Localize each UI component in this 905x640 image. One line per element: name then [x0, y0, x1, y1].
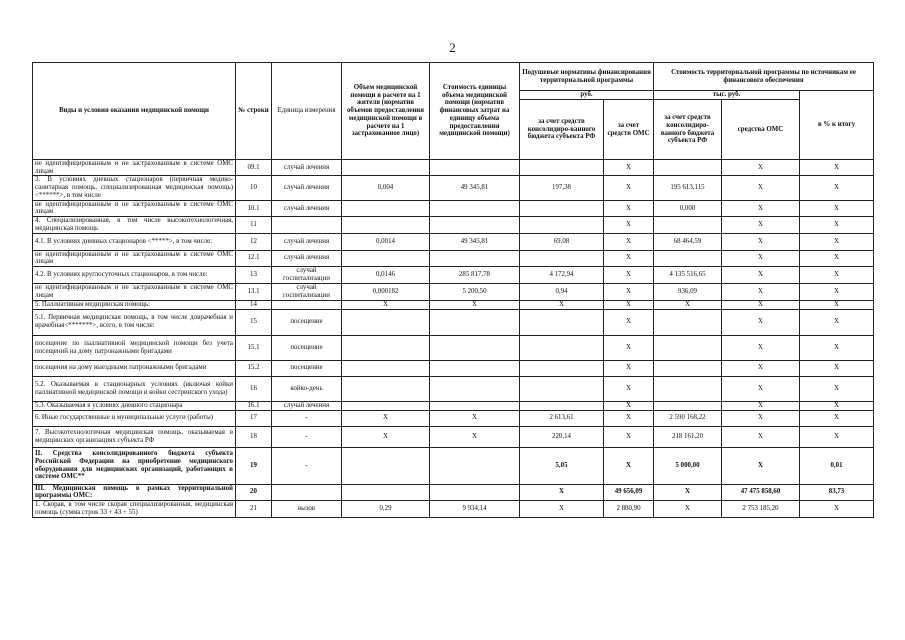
- row-total-oms: X: [722, 309, 800, 335]
- row-unit: вызов: [272, 501, 342, 518]
- row-norm-budget: 2 613,61: [520, 410, 604, 426]
- table-row: [33, 200, 874, 216]
- row-percent: X: [800, 267, 874, 284]
- row-name: III. Медицинская помощь в рамках территориальной программы ОМС:: [33, 484, 236, 500]
- table-row: [33, 447, 874, 484]
- row-percent: X: [800, 501, 874, 518]
- row-percent: X: [800, 309, 874, 335]
- row-unit: посещение: [272, 360, 342, 376]
- header-oms-rub: за счет средств ОМС: [604, 100, 654, 160]
- row-norm-oms: X: [604, 200, 654, 216]
- row-number: 15: [236, 309, 272, 335]
- row-total-budget: X: [654, 484, 722, 500]
- row-volume: [342, 160, 430, 176]
- row-cost: [430, 335, 520, 360]
- row-norm-oms: X: [604, 176, 654, 200]
- header-unit-thousand: тыс. руб.: [654, 91, 800, 100]
- row-total-budget: [654, 217, 722, 233]
- row-total-oms: 47 475 858,60: [722, 484, 800, 500]
- row-name: 5.1. Первичная медицинская помощь, в том числе доврачебная и врачебная<*******>, всего, в том числе:: [33, 309, 236, 335]
- row-total-oms: X: [722, 284, 800, 300]
- row-name: 5.2. Оказываемая в стационарных условиях (включая койки паллиативной медицинской помощи и койки сестринского ухода): [33, 376, 236, 401]
- row-volume: [342, 217, 430, 233]
- row-norm-oms: X: [604, 309, 654, 335]
- row-number: 19: [236, 447, 272, 484]
- row-total-budget: X: [654, 501, 722, 518]
- header-cost: Стоимость единицы объема медицинской помощи (норматив финансовых затрат на единицу объема предоставления медицинской помощи): [430, 63, 520, 160]
- row-percent: X: [800, 284, 874, 300]
- row-cost: X: [430, 410, 520, 426]
- table-row: [33, 217, 874, 233]
- row-unit: случай госпитализации: [272, 284, 342, 300]
- row-percent: 0,01: [800, 447, 874, 484]
- header-budget-rub: за счет средств консолидиро-ванного бюджета субъекта РФ: [520, 100, 604, 160]
- row-total-oms: X: [722, 300, 800, 309]
- row-name: 4.2. В условиях круглосуточных стационаров, в том числе:: [33, 267, 236, 284]
- row-total-oms: X: [722, 447, 800, 484]
- row-cost: [430, 376, 520, 401]
- row-number: 11: [236, 217, 272, 233]
- header-percent: в % к итогу: [800, 91, 874, 160]
- row-volume: [342, 484, 430, 500]
- row-total-budget: [654, 401, 722, 410]
- row-number: 16: [236, 376, 272, 401]
- row-unit: случай лечения: [272, 250, 342, 266]
- row-total-oms: X: [722, 401, 800, 410]
- table-row: [33, 484, 874, 500]
- row-norm-oms: X: [604, 410, 654, 426]
- row-percent: X: [800, 250, 874, 266]
- header-volume: Объем медицинской помощи в расчете на 1 жителя (норматив объемов предоставления медицинской помощи в расчете на 1 застрахованное лицо): [342, 63, 430, 160]
- table-row: [33, 426, 874, 447]
- row-total-budget: [654, 250, 722, 266]
- row-name: посещение по паллиативной медицинской помощи без учета посещений на дому патронажными бригадами: [33, 335, 236, 360]
- table-row: [33, 160, 874, 176]
- row-total-oms: X: [722, 410, 800, 426]
- row-percent: X: [800, 200, 874, 216]
- row-norm-budget: [520, 200, 604, 216]
- row-norm-budget: 4 172,94: [520, 267, 604, 284]
- row-total-oms: X: [722, 335, 800, 360]
- row-unit: посещение: [272, 335, 342, 360]
- row-total-budget: [654, 309, 722, 335]
- row-norm-budget: [520, 160, 604, 176]
- row-unit: [272, 484, 342, 500]
- row-name: II. Средства консолидированного бюджета субъекта Российской Федерации на приобретение медицинского оборудования для медицинских организаций, работающих в системе ОМС**: [33, 447, 236, 484]
- header-oms-thousand: средства ОМС: [722, 100, 800, 160]
- row-percent: X: [800, 410, 874, 426]
- row-unit: -: [272, 410, 342, 426]
- row-cost: X: [430, 426, 520, 447]
- row-number: 12: [236, 233, 272, 250]
- header-unit: Единица измерения: [272, 63, 342, 160]
- row-volume: [342, 360, 430, 376]
- row-norm-budget: 197,38: [520, 176, 604, 200]
- row-volume: 0,004: [342, 176, 430, 200]
- row-number: 15.1: [236, 335, 272, 360]
- row-unit: случай лечения: [272, 233, 342, 250]
- row-norm-budget: X: [520, 501, 604, 518]
- table-row: [33, 360, 874, 376]
- row-total-budget: 218 161,20: [654, 426, 722, 447]
- row-norm-budget: [520, 335, 604, 360]
- row-percent: X: [800, 300, 874, 309]
- row-volume: [342, 200, 430, 216]
- row-name: не идентифицированным и не застрахованным в системе ОМС лицам: [33, 284, 236, 300]
- row-number: 13.1: [236, 284, 272, 300]
- row-percent: X: [800, 217, 874, 233]
- row-unit: случай лечения: [272, 160, 342, 176]
- row-number: 21: [236, 501, 272, 518]
- row-unit: посещение: [272, 309, 342, 335]
- row-norm-oms: X: [604, 160, 654, 176]
- row-norm-budget: X: [520, 300, 604, 309]
- row-volume: [342, 447, 430, 484]
- table-row: [33, 335, 874, 360]
- row-total-budget: 5 000,00: [654, 447, 722, 484]
- row-norm-budget: [520, 309, 604, 335]
- row-number: 15.2: [236, 360, 272, 376]
- row-norm-oms: X: [604, 300, 654, 309]
- row-number: 10.1: [236, 200, 272, 216]
- row-name: посещения на дому выездными патронажными бригадами: [33, 360, 236, 376]
- row-norm-oms: X: [604, 284, 654, 300]
- row-percent: X: [800, 335, 874, 360]
- row-name: не идентифицированным и не застрахованным в системе ОМС лицам: [33, 250, 236, 266]
- header-total: Стоимость территориальной программы по источникам ее финансового обеспечения: [654, 63, 874, 91]
- row-cost: [430, 360, 520, 376]
- row-norm-budget: [520, 376, 604, 401]
- table-row: [33, 401, 874, 410]
- row-name: 5. Паллиативная медицинская помощь:: [33, 300, 236, 309]
- row-cost: [430, 447, 520, 484]
- row-norm-oms: X: [604, 360, 654, 376]
- header-budget-thousand: за счет средств консолидиро-ванного бюджета субъекта РФ: [654, 100, 722, 160]
- row-percent: X: [800, 376, 874, 401]
- row-cost: 49 345,81: [430, 233, 520, 250]
- row-cost: [430, 309, 520, 335]
- row-total-oms: X: [722, 217, 800, 233]
- row-volume: [342, 250, 430, 266]
- table-row: [33, 501, 874, 518]
- row-number: 12.1: [236, 250, 272, 266]
- row-norm-oms: X: [604, 335, 654, 360]
- row-number: 10: [236, 176, 272, 200]
- row-cost: 49 345,81: [430, 176, 520, 200]
- row-norm-oms: X: [604, 217, 654, 233]
- row-norm-oms: X: [604, 401, 654, 410]
- row-norm-budget: [520, 401, 604, 410]
- row-name: не идентифицированным и не застрахованным в системе ОМС лицам: [33, 200, 236, 216]
- row-unit: -: [272, 426, 342, 447]
- row-total-oms: X: [722, 376, 800, 401]
- table-row: [33, 267, 874, 284]
- row-cost: [430, 484, 520, 500]
- row-norm-budget: X: [520, 484, 604, 500]
- row-norm-oms: X: [604, 267, 654, 284]
- row-number: 14: [236, 300, 272, 309]
- row-total-budget: [654, 376, 722, 401]
- row-total-budget: 4 135 516,65: [654, 267, 722, 284]
- row-total-budget: X: [654, 300, 722, 309]
- row-norm-budget: [520, 360, 604, 376]
- table-row: [33, 309, 874, 335]
- row-percent: 83,73: [800, 484, 874, 500]
- row-total-oms: X: [722, 176, 800, 200]
- row-cost: [430, 401, 520, 410]
- row-unit: койко-день: [272, 376, 342, 401]
- table-row: [33, 176, 874, 200]
- row-total-oms: 2 753 185,20: [722, 501, 800, 518]
- row-name: 5.3. Оказываемая в условиях дневного стационара: [33, 401, 236, 410]
- row-volume: X: [342, 426, 430, 447]
- header-row: № строки: [236, 63, 272, 160]
- row-name: 3. В условиях дневных стационаров (первичная медико-санитарная помощь, специализированная медицинская помощь)<******>, в том числе: [33, 176, 236, 200]
- row-volume: [342, 401, 430, 410]
- row-name: 4.1. В условиях дневных стационаров <*****>, в том числе:: [33, 233, 236, 250]
- row-cost: 5 200,50: [430, 284, 520, 300]
- row-unit: случай госпитализации: [272, 267, 342, 284]
- row-volume: [342, 335, 430, 360]
- row-norm-budget: [520, 217, 604, 233]
- row-number: 09.1: [236, 160, 272, 176]
- header-norms: Подушевые нормативы финансирования территориальной программы: [520, 63, 654, 91]
- row-unit: случай лечения: [272, 200, 342, 216]
- row-cost: [430, 200, 520, 216]
- row-total-budget: 0,000: [654, 200, 722, 216]
- row-total-oms: X: [722, 426, 800, 447]
- header-unit-rub: руб.: [520, 91, 654, 100]
- row-volume: X: [342, 410, 430, 426]
- row-cost: [430, 217, 520, 233]
- row-norm-budget: [520, 250, 604, 266]
- row-name: 1. Скорая, в том числе скорая специализированная, медицинская помощь (сумма строк 33 + 43 + 55): [33, 501, 236, 518]
- row-total-budget: 195 613,115: [654, 176, 722, 200]
- table-row: [33, 250, 874, 266]
- row-norm-budget: 69,08: [520, 233, 604, 250]
- row-name: 4. Специализированная, в том числе высокотехнологичная, медицинская помощь: [33, 217, 236, 233]
- row-norm-oms: X: [604, 426, 654, 447]
- row-volume: 0,0146: [342, 267, 430, 284]
- row-total-budget: 2 590 168,22: [654, 410, 722, 426]
- row-number: 17: [236, 410, 272, 426]
- row-percent: X: [800, 160, 874, 176]
- row-norm-oms: X: [604, 376, 654, 401]
- row-norm-oms: X: [604, 447, 654, 484]
- row-unit: -: [272, 447, 342, 484]
- row-unit: случай лечения: [272, 401, 342, 410]
- row-volume: [342, 309, 430, 335]
- row-percent: X: [800, 176, 874, 200]
- row-total-budget: [654, 360, 722, 376]
- page-number: 2: [449, 40, 456, 55]
- row-norm-oms: X: [604, 250, 654, 266]
- row-name: не идентифицированным и не застрахованным в системе ОМС лицам: [33, 160, 236, 176]
- row-cost: 285 817,78: [430, 267, 520, 284]
- row-volume: 0,29: [342, 501, 430, 518]
- row-unit: случай лечения: [272, 176, 342, 200]
- row-cost: 9 934,14: [430, 501, 520, 518]
- header-name: Виды и условия оказания медицинской помощи: [33, 63, 236, 160]
- row-norm-oms: 49 656,09: [604, 484, 654, 500]
- row-unit: [272, 300, 342, 309]
- table-row: [33, 376, 874, 401]
- row-number: 20: [236, 484, 272, 500]
- row-number: 18: [236, 426, 272, 447]
- table-body: [33, 160, 874, 518]
- row-total-budget: [654, 160, 722, 176]
- row-volume: 0,000182: [342, 284, 430, 300]
- row-total-oms: X: [722, 200, 800, 216]
- row-percent: X: [800, 426, 874, 447]
- program-cost-table: [32, 62, 874, 518]
- row-volume: X: [342, 300, 430, 309]
- table-row: [33, 300, 874, 309]
- table-row: [33, 410, 874, 426]
- row-volume: [342, 376, 430, 401]
- row-unit: [272, 217, 342, 233]
- table-row: [33, 284, 874, 300]
- row-cost: [430, 250, 520, 266]
- row-cost: [430, 160, 520, 176]
- row-total-budget: [654, 335, 722, 360]
- row-norm-budget: 5,05: [520, 447, 604, 484]
- row-volume: 0,0014: [342, 233, 430, 250]
- row-norm-oms: X: [604, 233, 654, 250]
- row-total-oms: X: [722, 250, 800, 266]
- row-total-oms: X: [722, 267, 800, 284]
- row-norm-budget: 220,14: [520, 426, 604, 447]
- row-norm-oms: 2 880,90: [604, 501, 654, 518]
- row-name: 6. Иные государственные и муниципальные услуги (работы): [33, 410, 236, 426]
- row-percent: X: [800, 401, 874, 410]
- row-total-oms: X: [722, 160, 800, 176]
- row-number: 13: [236, 267, 272, 284]
- table-row: [33, 233, 874, 250]
- row-total-budget: 936,09: [654, 284, 722, 300]
- row-total-oms: X: [722, 233, 800, 250]
- row-percent: X: [800, 360, 874, 376]
- row-name: 7. Высокотехнологичная медицинская помощь, оказываемая в медицинских организациях субъекта РФ: [33, 426, 236, 447]
- row-number: 16.1: [236, 401, 272, 410]
- row-total-budget: 68 464,59: [654, 233, 722, 250]
- row-cost: X: [430, 300, 520, 309]
- row-total-oms: X: [722, 360, 800, 376]
- row-norm-budget: 0,94: [520, 284, 604, 300]
- row-percent: X: [800, 233, 874, 250]
